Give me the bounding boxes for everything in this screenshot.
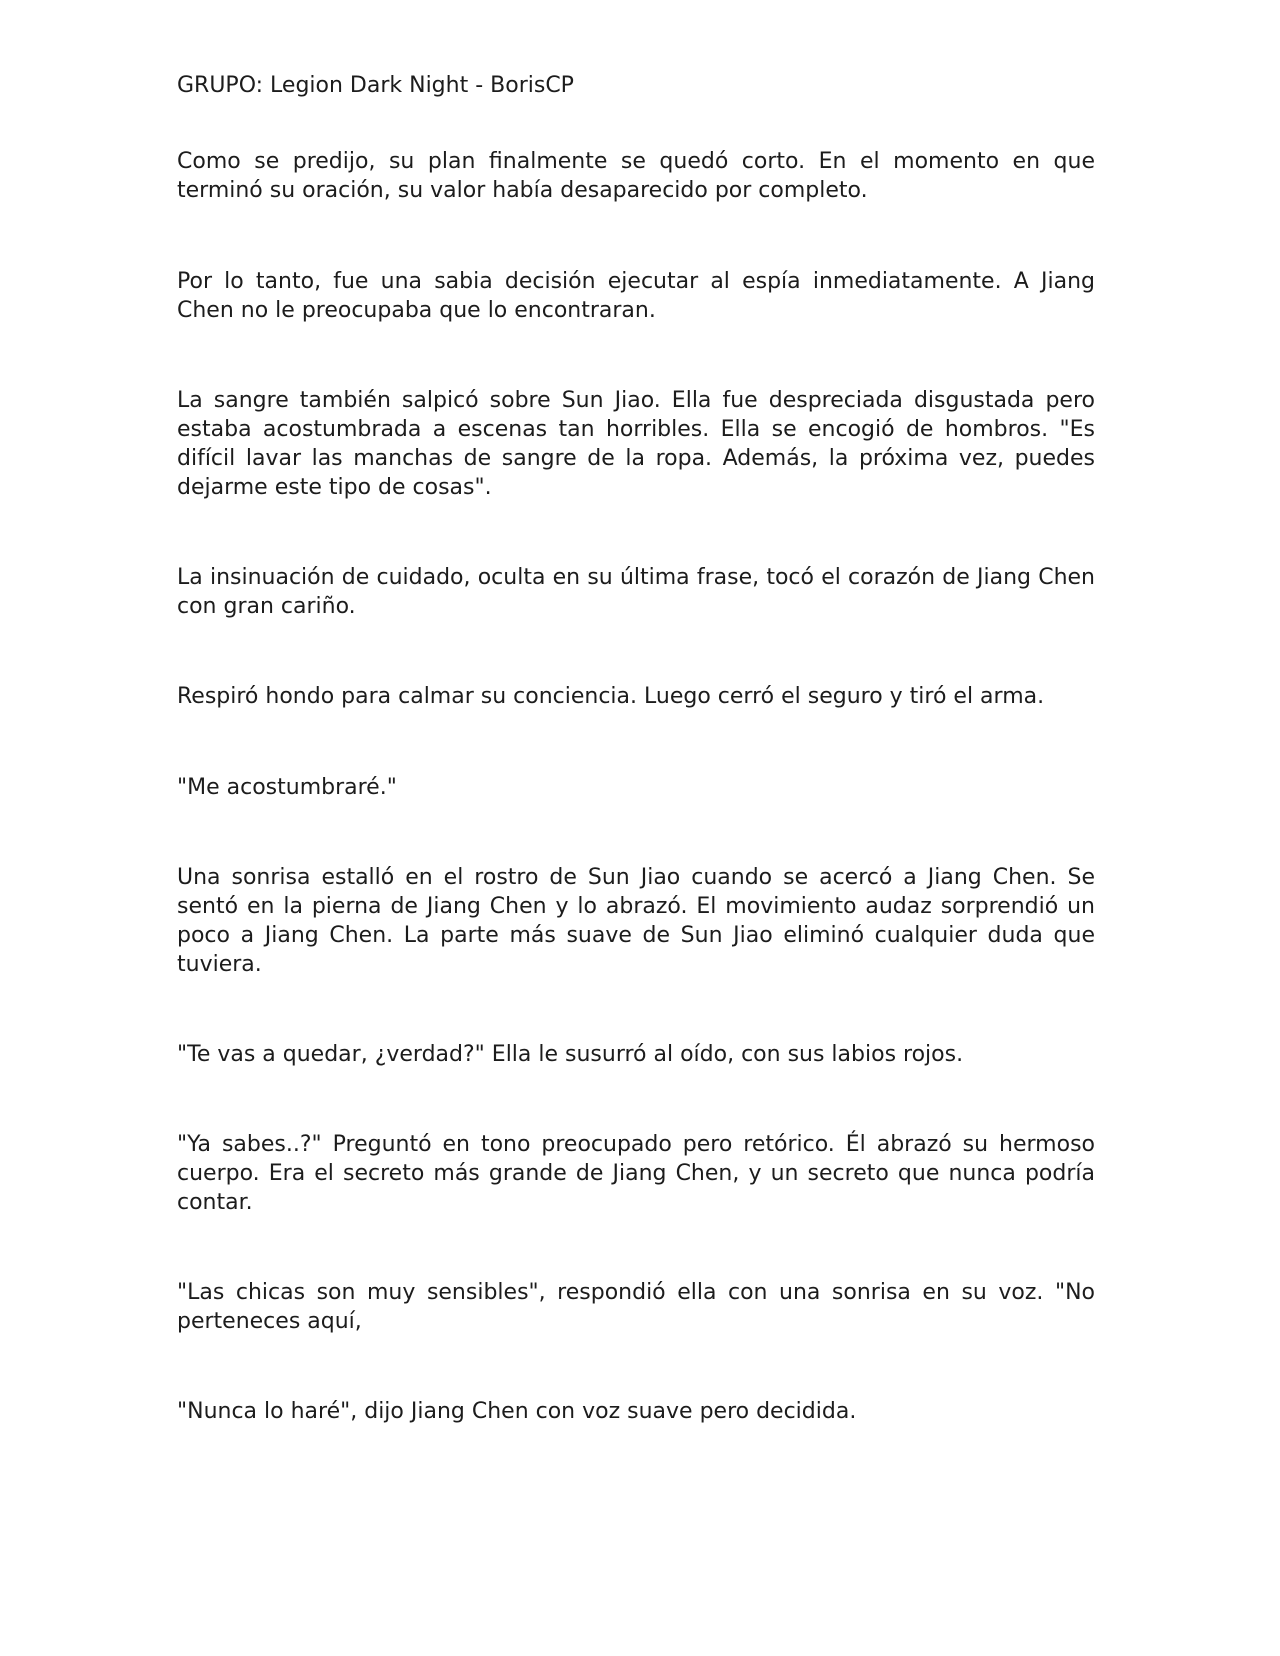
- paragraph-11: "Nunca lo haré", dijo Jiang Chen con voz suave pero decidida.: [177, 1399, 857, 1424]
- paragraph-4: La insinuación de cuidado, oculta en su última frase, tocó el corazón de Jiang Chen con gran cariño.: [177, 565, 1095, 619]
- paragraph-1: Como se predijo, su plan finalmente se quedó corto. En el momento en que terminó su oración, su valor había desaparecido por completo.: [177, 149, 1095, 203]
- paragraph-5: Respiró hondo para calmar su conciencia. Luego cerró el seguro y tiró el arma.: [177, 684, 1045, 709]
- paragraph-3: La sangre también salpicó sobre Sun Jiao. Ella fue despreciada disgustada pero estaba acostumbrada a escenas tan horribles. Ella se encogió de hombros. "Es difícil lavar las manchas de sangre de la ropa. Además, la próxima vez, puedes dejarme este tipo de cosas".: [177, 388, 1095, 500]
- paragraph-8: "Te vas a quedar, ¿verdad?" Ella le susurró al oído, con sus labios rojos.: [177, 1042, 964, 1067]
- paragraph-6: "Me acostumbraré.": [177, 775, 397, 800]
- paragraph-7: Una sonrisa estalló en el rostro de Sun Jiao cuando se acercó a Jiang Chen. Se sentó en la pierna de Jiang Chen y lo abrazó. El movimiento audaz sorprendió un poco a Jiang Chen. La parte más suave de Sun Jiao eliminó cualquier duda que tuviera.: [177, 865, 1095, 977]
- paragraph-9: "Ya sabes..?" Preguntó en tono preocupado pero retórico. Él abrazó su hermoso cuerpo. Era el secreto más grande de Jiang Chen, y un secreto que nunca podría contar.: [177, 1132, 1095, 1215]
- paragraph-2: Por lo tanto, fue una sabia decisión ejecutar al espía inmediatamente. A Jiang Chen no le preocupaba que lo encontraran.: [177, 269, 1095, 323]
- group-header: GRUPO: Legion Dark Night - BorisCP: [177, 73, 574, 98]
- paragraph-10: "Las chicas son muy sensibles", respondió ella con una sonrisa en su voz. "No perteneces aquí,: [177, 1280, 1095, 1334]
